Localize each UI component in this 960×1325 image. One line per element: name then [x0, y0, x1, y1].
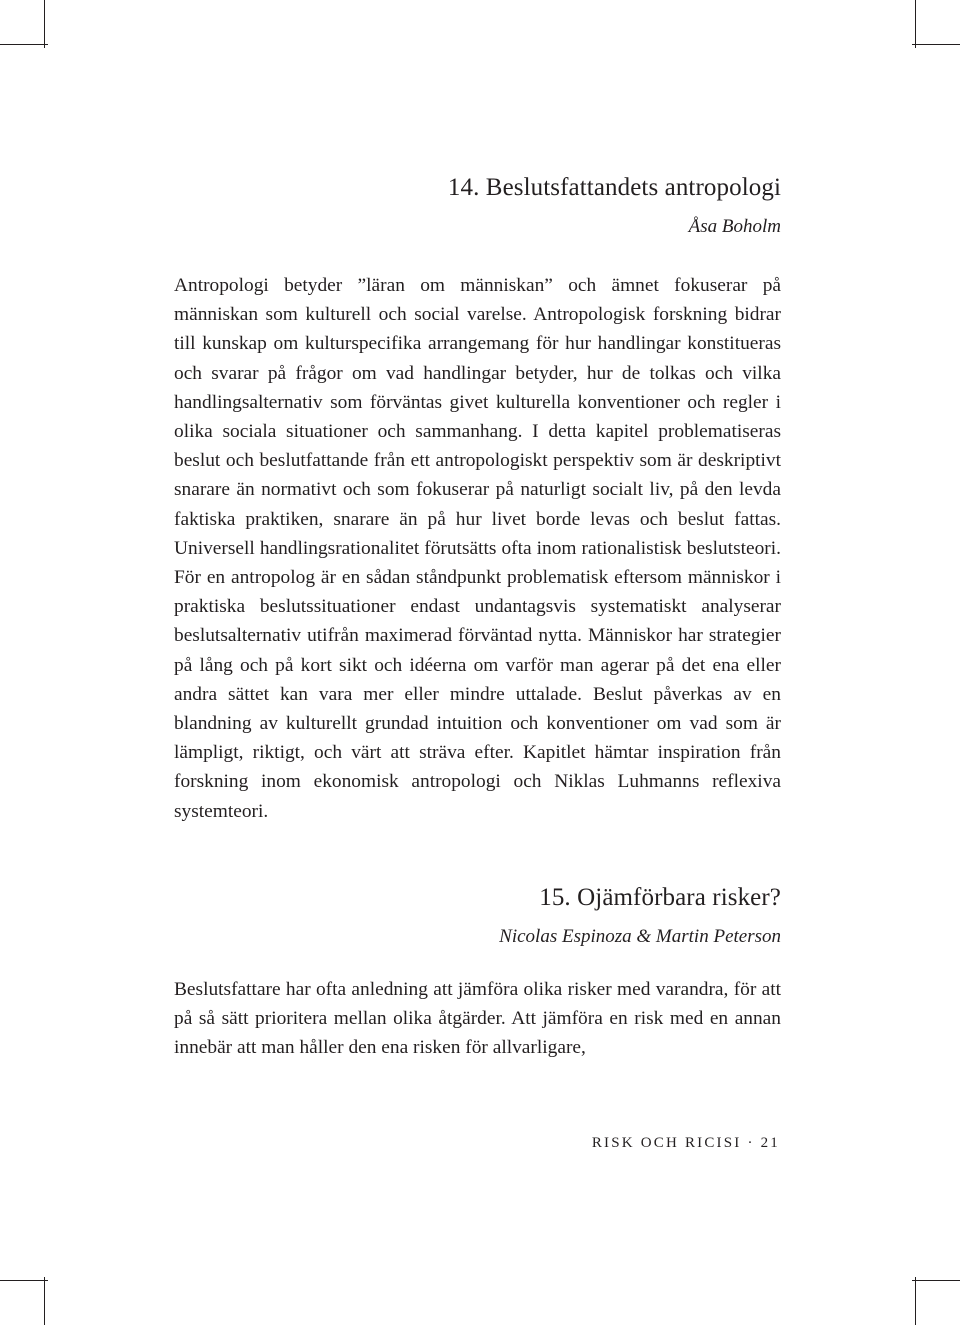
chapter-abstract: Beslutsfattare har ofta anledning att jämföra olika risker med varandra, för att på så sätt prioritera mellan olika åtgärder. Att jämföra en risk med en annan innebär att man håller den ena risken för allvarligare, [174, 978, 781, 1059]
chapter-author: Åsa Boholm [688, 216, 781, 237]
crop-mark-bottom-right-horizontal [912, 1280, 960, 1281]
chapter-14-section [174, 168, 781, 826]
crop-mark-bottom-left-vertical [44, 1277, 45, 1325]
chapter-15-section [174, 878, 781, 1063]
crop-mark-bottom-right-vertical [915, 1277, 916, 1325]
crop-mark-bottom-left-horizontal [0, 1280, 48, 1281]
chapter-title: 15. Ojämförbara risker? [539, 883, 781, 911]
crop-mark-top-left-vertical [44, 0, 45, 48]
running-footer: RISK OCH RICISI · 21 [591, 1135, 780, 1151]
chapter-abstract: Antropologi betyder ”läran om människan” och ämnet fokuserar på människan som kulturell och social varelse. Antropologisk forskning bidrar till kunskap om kulturspecifika arrangemang för hur handlingar konstitueras och svarar på frågor om vad handlingar betyder, hur de tolkas och vilka handlingsalternativ som förväntas givet kulturella konventioner och regler i olika sociala situationer och sammanhang. I detta kapitel problematiseras beslut och beslutfattande från ett antropologiskt perspektiv som är deskriptivt snarare än normativt och som fokuserar på naturligt socialt liv, på den levda faktiska praktiken, snarare än på hur livet borde levas och beslut fattas. Universell handlingsrationalitet förutsätts ofta inom rationalistisk beslutsteori. För en antropolog är en sådan ståndpunkt problematisk eftersom människor i praktiska beslutssituationer endast undantagsvis systematiskt analyserar beslutsalternativ utifrån maximerad förväntad nytta. Människor har strategier på lång och på kort sikt och idéerna om varför man agerar på det ena eller andra sättet kan vara mer eller mindre uttalade. Beslut påverkas av en blandning av kulturellt grundad intuition och konventioner om vad som är lämpligt, riktigt, och värt att sträva efter. Kapitlet hämtar inspiration från forskning inom ekonomisk antropologi och Niklas Luhmanns reflexiva systemteori. [174, 275, 781, 822]
chapter-title: 14. Beslutsfattandets antropologi [447, 174, 781, 201]
crop-mark-top-right-horizontal [912, 44, 960, 45]
book-page [174, 168, 781, 1062]
chapter-author: Nicolas Espinoza & Martin Peterson [499, 925, 781, 947]
crop-mark-top-left-horizontal [0, 44, 48, 45]
crop-mark-top-right-vertical [915, 0, 916, 48]
